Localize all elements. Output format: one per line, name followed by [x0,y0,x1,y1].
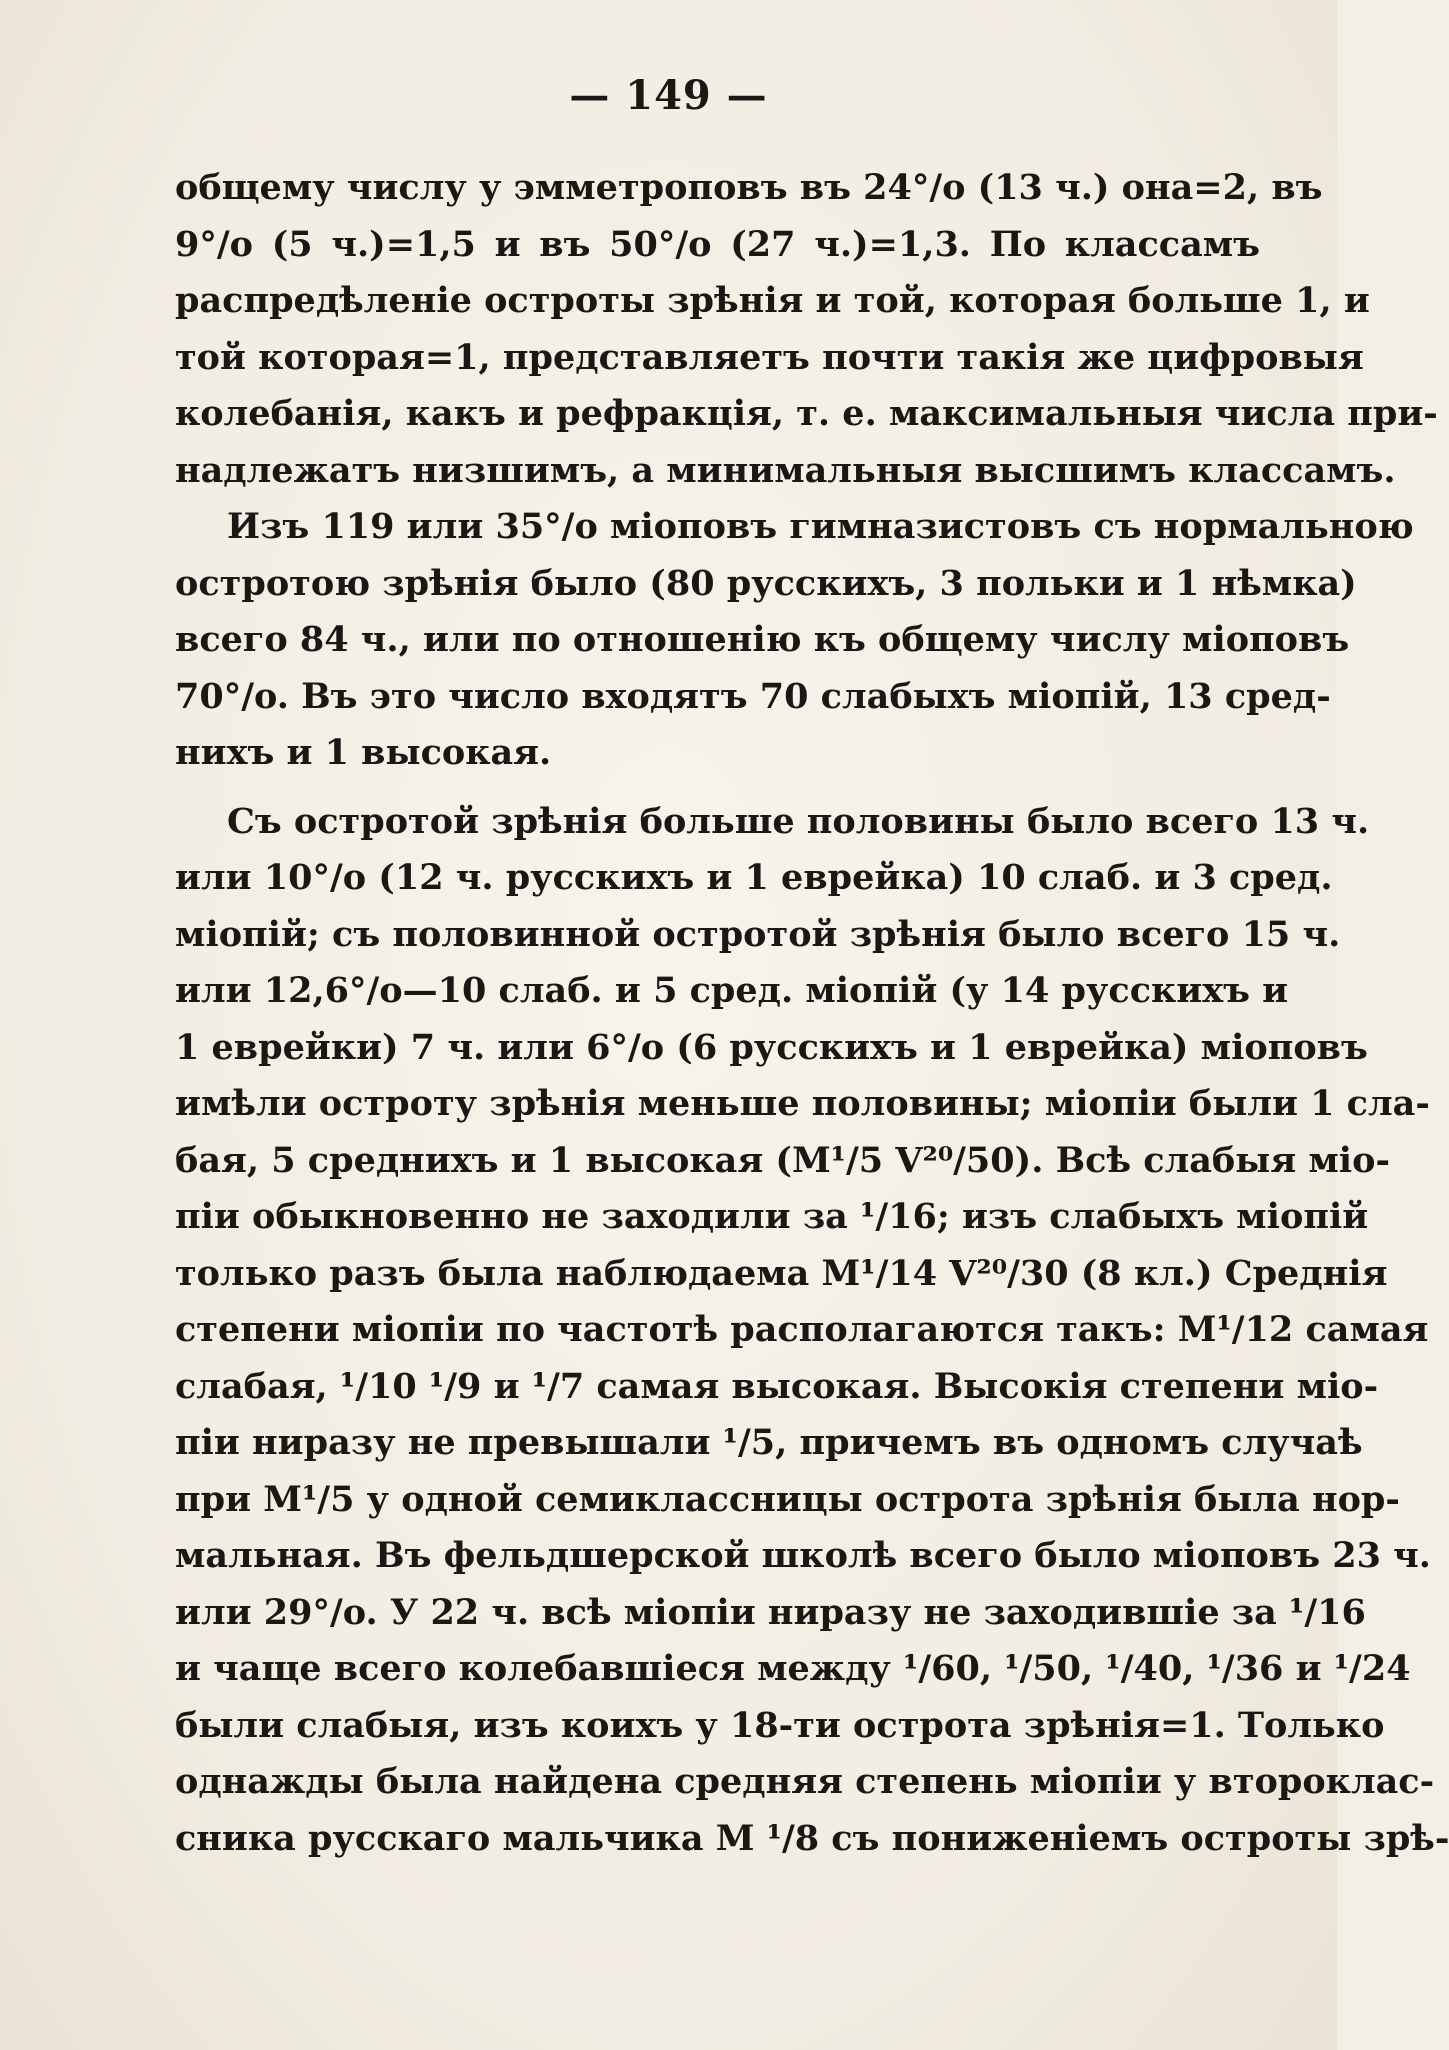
text-line: піи обыкновенно не заходили за ¹/16; изъ слабыхъ міопій [175,1196,1369,1237]
paragraph [175,794,1449,1868]
text-line: остротою зрѣнія было (80 русскихъ, 3 польки и 1 нѣмка) [175,562,1357,604]
text-line: однажды была найдена средняя степень міопіи у второклас- [175,1761,1435,1802]
text-line: слабая, ¹/10 ¹/9 и ¹/7 самая высокая. Высокія степени міо- [175,1365,1379,1407]
text-line: 9°/o (5 ч.)=1,5 и въ 50°/o (27 ч.)=1,3. По классамъ [175,223,1260,265]
text-line: нихъ и 1 высокая. [175,732,552,773]
text-line: всего 84 ч., или по отношенію къ общему числу міоповъ [175,619,1350,660]
text-line: общему числу у эмметроповъ въ 24°/o (13 ч.) она=2, въ [175,167,1323,208]
text-line: были слабыя, изъ коихъ у 18-ти острота зрѣнія=1. Только [175,1704,1385,1746]
paragraph [175,499,1414,782]
text-line: сника русскаго мальчика M ¹/8 съ пониженіемъ остроты зрѣ- [175,1817,1449,1859]
text-line: распредѣленіе остроты зрѣнія и той, которая больше 1, и [175,280,1370,321]
text-line: міопій; съ половинной остротой зрѣнія было всего 15 ч. [175,913,1341,955]
text-line: или 10°/o (12 ч. русскихъ и 1 еврейка) 10 слаб. и 3 сред. [175,857,1333,898]
paragraph [175,160,1438,499]
text-line: той которая=1, представляетъ почти такія же цифровыя [175,336,1364,378]
text-line: только разъ была наблюдаема M¹/14 V²⁰/30 (8 кл.) Среднія [175,1252,1388,1294]
text-line: при M¹/5 у одной семиклассницы острота зрѣнія была нор- [175,1478,1400,1520]
text-line: или 12,6°/o—10 слаб. и 5 сред. міопій (у 14 русскихъ и [175,970,1289,1011]
text-line: и чаще всего колебавшіеся между ¹/60, ¹/50, ¹/40, ¹/36 и ¹/24 [175,1648,1411,1689]
text-line: мальная. Въ фельдшерской школѣ всего было міоповъ 23 ч. [175,1535,1431,1576]
text-line: Съ остротой зрѣнія больше половины было всего 13 ч. [227,800,1370,842]
text-line: имѣли остроту зрѣнія меньше половины; міопіи были 1 сла- [175,1083,1430,1124]
text-line: или 29°/o. У 22 ч. всѣ міопіи ниразу не заходившіе за ¹/16 [175,1591,1366,1633]
text-line: бая, 5 среднихъ и 1 высокая (M¹/5 V²⁰/50). Всѣ слабыя міо- [175,1139,1390,1181]
page-number: — 149 — [569,72,768,119]
text-line: піи ниразу не превышали ¹/5, причемъ въ одномъ случаѣ [175,1422,1363,1463]
text-line: Изъ 119 или 35°/o міоповъ гимназистовъ съ нормальною [227,506,1414,547]
text-line: 1 еврейки) 7 ч. или 6°/o (6 русскихъ и 1 еврейка) міоповъ [175,1026,1368,1068]
text-line: 70°/o. Въ это число входятъ 70 слабыхъ міопій, 13 сред- [175,675,1331,717]
text-line: колебанія, какъ и рефракція, т. е. максимальныя числа при- [175,393,1438,434]
text-line: надлежатъ низшимъ, а минимальныя высшимъ классамъ. [175,449,1396,491]
text-line: степени міопіи по частотѣ располагаются такъ: M¹/12 самая [175,1309,1429,1350]
page-body [175,160,1449,1867]
